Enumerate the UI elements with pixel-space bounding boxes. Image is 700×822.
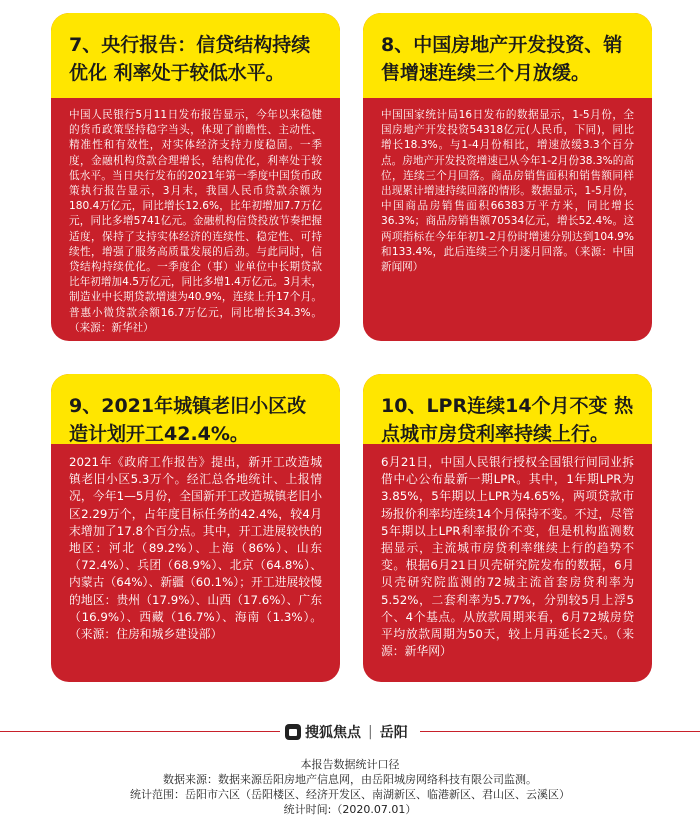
news-card-9	[51, 374, 340, 682]
footer-line-4: 统计时间:（2020.07.01）	[283, 803, 417, 816]
footer-divider-right	[420, 731, 700, 732]
news-card-8	[363, 13, 652, 341]
footer-notes	[0, 757, 700, 817]
card-title: 7、央行报告：信贷结构持续优化 利率处于较低水平。	[69, 34, 311, 84]
footer-line-1: 本报告数据统计口径	[300, 758, 400, 771]
logo-city: 岳阳	[379, 725, 408, 741]
card-body: 中国国家统计局16日发布的数据显示，1-5月份，全国房地产开发投资54318亿元(人民币，下同)，同比增长18.3%。与1-4月份相比，增速放缓3.3个百分点。房地产开发投资增速已从今年1-2月份38.3%的高位，连续三个月回落。商品房销售面积和销售额同样出现累计增速持续回落的情形。数据显示，1-5月份，中国商品房销售面积66383万平方米，同比增长36.3%；商品房销售额70534亿元，增长52.4%。这两项指标在今年年初1-2月份时增速分别达到104.9%和133.4%，此后连续三个月逐月回落。（来源：中国新闻网）	[381, 109, 634, 274]
card-header	[363, 374, 652, 444]
card-body: 2021年《政府工作报告》提出，新开工改造城镇老旧小区5.3万个。经汇总各地统计、上报情况，今年1—5月份，全国新开工改造城镇老旧小区2.29万个，占年度目标任务的42.4%，较4月末增加了17.8个百分点。其中，开工进展较快的地区：河北（89.2%）、上海（86%）、山东（72.4%）、兵团（68.9%）、北京（64.8%）、内蒙古（64%）、新疆（60.1%）；开工进展较慢的地区：贵州（17.9%）、山西（17.6%）、广东（16.9%）、西藏（16.7%）、海南（1.3%）。（来源：住房和城乡建设部）	[69, 455, 322, 642]
footer-divider-left	[0, 731, 280, 732]
card-body: 中国人民银行5月11日发布报告显示，今年以来稳健的货币政策坚持稳字当头，体现了前瞻性、主动性、精准性和有效性，对实体经济支持力度稳固。一季度，金融机构贷款合理增长，结构优化，利率处于较低水平。当日央行发布的2021年第一季度中国货币政策执行报告显示，3月末，我国人民币贷款余额为180.4万亿元，同比增长12.6%，比年初增加7.7万亿元，同比多增5741亿元。金融机构信贷投放节奏把握适度，保持了支持实体经济的连续性、稳定性、可持续性，增强了服务高质量发展的后劲。与此同时，信贷结构持续优化。一季度企（事）业单位中长期贷款比年初增加4.5万亿元，同比多增1.4万亿元。3月末，制造业中长期贷款增速为40.9%，连续上升17个月。普惠小微贷款余额16.7万亿元，同比增长34.3%。（来源：新华社）	[69, 109, 322, 334]
sohu-focus-logo	[285, 721, 415, 743]
card-header	[51, 13, 340, 98]
card-title: 8、中国房地产开发投资、销售增速连续三个月放缓。	[381, 34, 623, 84]
card-header	[51, 374, 340, 444]
card-header	[363, 13, 652, 98]
footer-line-2: 数据来源：数据来源岳阳房地产信息网，由岳阳城房网络科技有限公司监测。	[163, 773, 537, 786]
logo-separator: |	[368, 724, 373, 740]
sohu-fox-icon	[285, 724, 301, 740]
logo-brand: 搜狐焦点	[305, 725, 361, 741]
card-body: 6月21日，中国人民银行授权全国银行间同业拆借中心公布最新一期LPR。其中，1年期LPR为3.85%，5年期以上LPR为4.65%，两项贷款市场报价利率均连续14个月保持不变。不过，尽管5年期以上LPR利率报价不变，但是机构监测数据显示，主流城市房贷利率继续上行的趋势不变。根据6月21日贝壳研究院发布的数据，6月贝壳研究院监测的72城主流首套房贷利率为5.52%，二套利率为5.77%，分别较5月上浮5个、4个基点。从放款周期来看，6月72城房贷平均放款周期为50天，较上月再延长2天。（来源：新华网）	[381, 455, 634, 659]
card-title: 9、2021年城镇老旧小区改造计划开工42.4%。	[69, 395, 307, 445]
news-card-7	[51, 13, 340, 341]
news-card-10	[363, 374, 652, 682]
card-title: 10、LPR连续14个月不变 热点城市房贷利率持续上行。	[381, 395, 634, 445]
footer-line-3: 统计范围：岳阳市六区（岳阳楼区、经济开发区、南湖新区、临港新区、君山区、云溪区）	[130, 788, 570, 801]
